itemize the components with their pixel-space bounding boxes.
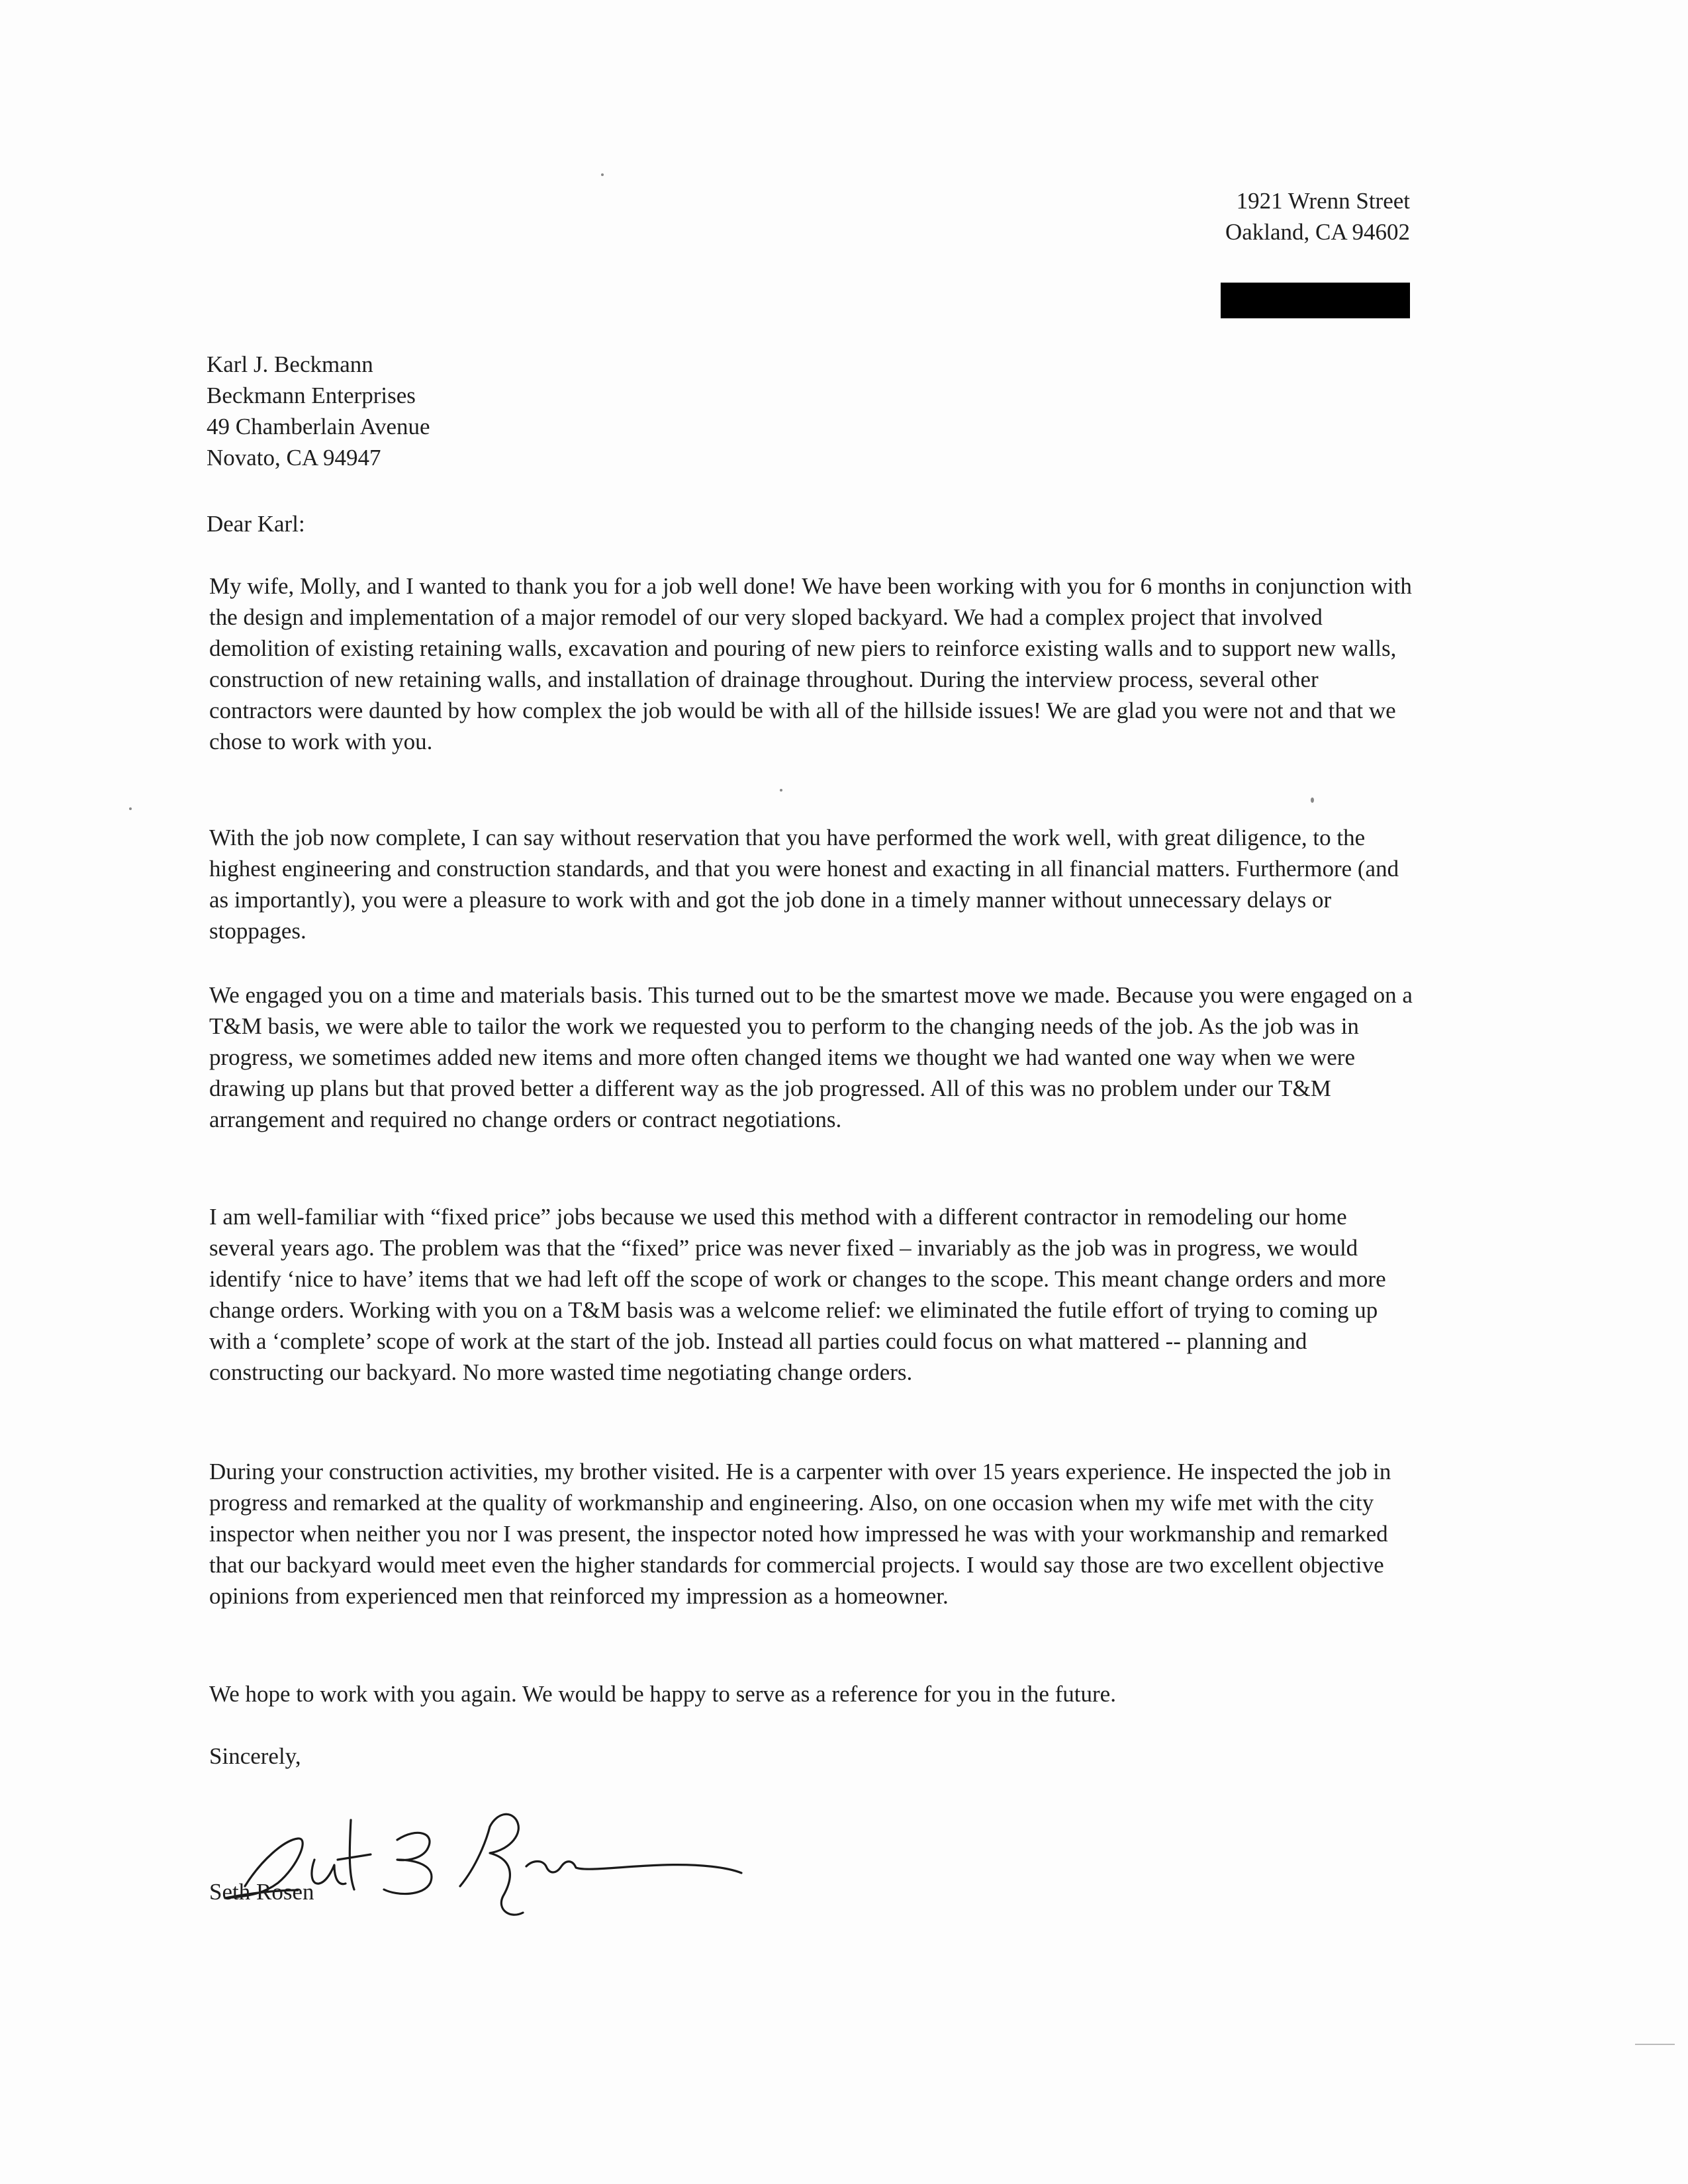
paragraph-text: I am well-familiar with “fixed price” jobs because we used this method with a different contractor in remodeling our home several years ago. The problem was that the “fixed” price was never fixed – invariably as the job was in progress, we would identify ‘nice to have’ items that we had left off the scope of work or changes to the scope. This meant change orders and more change orders. Working with you on a T&M basis was a welcome relief: we eliminated the futile effort of trying to coming up with a ‘complete’ scope of work at the start of the job. Instead all parties could focus on what mattered -- planning and constructing our backyard. No more wasted time negotiating change orders.: [209, 1204, 1386, 1385]
sender-city-line: Oakland, CA 94602: [1225, 219, 1410, 245]
recipient-company: Beckmann Enterprises: [207, 383, 416, 408]
paragraph-thanks: [209, 570, 1414, 757]
paragraph-text: During your construction activities, my brother visited. He is a carpenter with over 15 years experience. He inspected the job in progress and remarked at the quality of workmanship and engineering. Also, on one occasion when my wife met with the city inspector when neither you nor I was present, the inspector noted how impressed he was with your workmanship and remarked that our backyard would meet even the higher standards for commercial projects. I would say those are two excellent objective opinions from experienced men that reinforced my impression as a homeowner.: [209, 1459, 1391, 1609]
paragraph-text: We hope to work with you again. We would be happy to serve as a reference for you in the future.: [209, 1681, 1116, 1707]
paragraph-time-materials: [209, 979, 1414, 1135]
scan-speck: [601, 173, 604, 176]
paragraph-text: We engaged you on a time and materials basis. This turned out to be the smartest move we made. Because you were engaged on a T&M basis, we were able to tailor the work we requested you to perform to the changing needs of the job. As the job was in progress, we sometimes added new items and more often changed items we thought we had wanted one way when we were drawing up plans but that proved better a different way as the job progressed. All of this was no problem under our T&M arrangement and required no change orders or contract negotiations.: [209, 982, 1413, 1132]
recipient-name: Karl J. Beckmann: [207, 351, 373, 377]
paragraph-inspection: [209, 1456, 1414, 1612]
redaction-bar: [1221, 283, 1410, 318]
recipient-city-line: Novato, CA 94947: [207, 445, 381, 471]
scan-speck: [1311, 797, 1314, 803]
recipient-address: [207, 349, 430, 473]
scan-speck: [129, 807, 132, 810]
recipient-street: 49 Chamberlain Avenue: [207, 414, 430, 439]
paragraph-text: My wife, Molly, and I wanted to thank you for a job well done! We have been working with you for 6 months in conjunction with the design and implementation of a major remodel of our very sloped backyard. We had a complex project that involved demolition of existing retaining walls, excavation and pouring of new piers to reinforce existing walls and to support new walls, construction of new retaining walls, and installation of drainage throughout. During the interview process, several other contractors were daunted by how complex the job would be with all of the hillside issues! We are glad you were not and that we chose to work with you.: [209, 573, 1412, 754]
paragraph-future: [209, 1678, 1414, 1709]
paragraph-fixed-price: [209, 1201, 1414, 1388]
scan-edge-mark: [1635, 2044, 1675, 2045]
sender-street: 1921 Wrenn Street: [1236, 188, 1410, 214]
salutation: Dear Karl:: [207, 511, 305, 537]
paragraph-text: With the job now complete, I can say without reservation that you have performed the work well, with great diligence, to the highest engineering and construction standards, and that you were honest and exacting in all financial matters. Furthermore (and as importantly), you were a pleasure to work with and got the job done in a timely manner without unnecessary delays or stoppages.: [209, 825, 1399, 944]
closing: Sincerely,: [209, 1743, 301, 1769]
sender-address: [1225, 185, 1410, 248]
paragraph-completion: [209, 822, 1414, 946]
scan-speck: [780, 789, 782, 792]
signer-name: Seth Rosen: [209, 1879, 314, 1905]
